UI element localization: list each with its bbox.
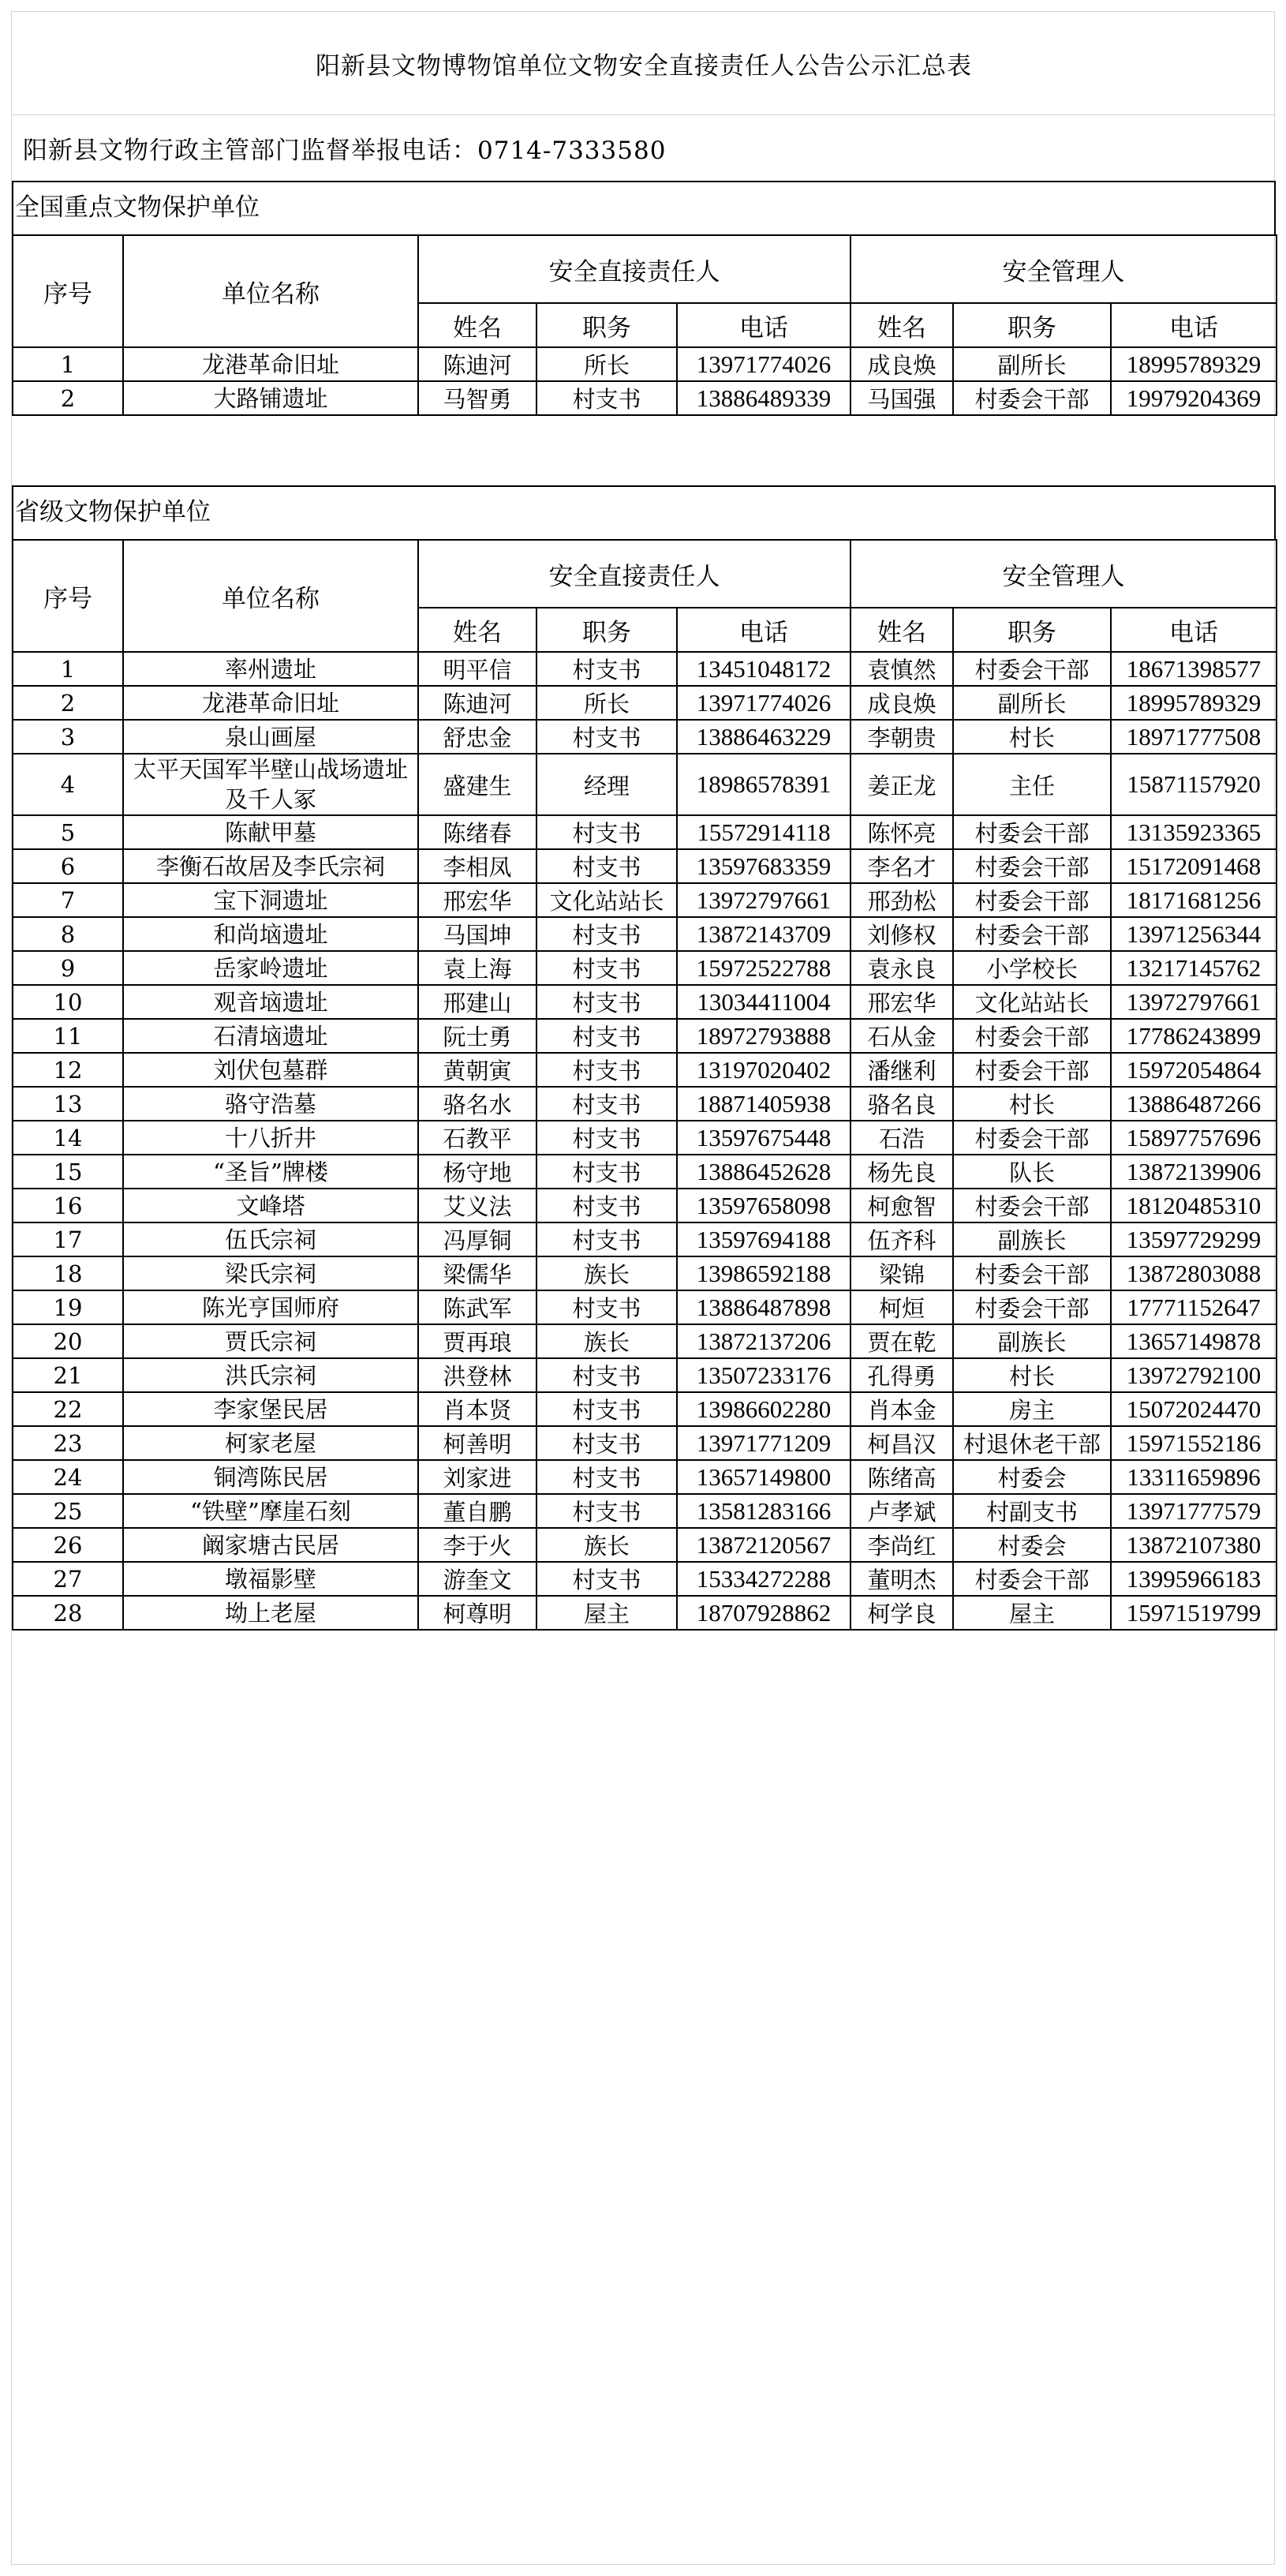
unit-name: 文峰塔 (123, 1189, 418, 1222)
direct-name: 邢宏华 (418, 883, 536, 917)
manager-post: 房主 (953, 1392, 1111, 1426)
direct-phone: 13597694188 (677, 1222, 850, 1256)
col-header-direct-name: 姓名 (418, 303, 536, 347)
unit-name: 骆守浩墓 (123, 1087, 418, 1121)
direct-name: 明平信 (418, 652, 536, 686)
manager-name: 成良焕 (850, 347, 953, 381)
direct-phone: 13034411004 (677, 985, 850, 1019)
table-row (13, 686, 1277, 720)
table-row (13, 1222, 1277, 1256)
direct-name: 陈绪春 (418, 815, 536, 849)
direct-post: 村支书 (536, 1189, 677, 1222)
manager-phone: 18671398577 (1111, 652, 1277, 686)
unit-name: 洪氏宗祠 (123, 1358, 418, 1392)
manager-post: 文化站站长 (953, 985, 1111, 1019)
col-header-manager-phone: 电话 (1111, 303, 1277, 347)
col-header-manager-name: 姓名 (850, 608, 953, 652)
manager-name: 石从金 (850, 1019, 953, 1053)
manager-phone: 13597729299 (1111, 1222, 1277, 1256)
row-index: 8 (13, 917, 123, 951)
manager-name: 董明杰 (850, 1562, 953, 1596)
direct-post: 村支书 (536, 1155, 677, 1189)
table-row (13, 951, 1277, 985)
direct-name: 洪登林 (418, 1358, 536, 1392)
direct-post: 村支书 (536, 652, 677, 686)
direct-post: 村支书 (536, 1392, 677, 1426)
manager-phone: 18995789329 (1111, 686, 1277, 720)
table-row (13, 1460, 1277, 1494)
unit-name: 率州遗址 (123, 652, 418, 686)
col-header-manager-name: 姓名 (850, 303, 953, 347)
direct-post: 村支书 (536, 1562, 677, 1596)
direct-post: 村支书 (536, 917, 677, 951)
table-row (13, 1019, 1277, 1053)
direct-name: 肖本贤 (418, 1392, 536, 1426)
direct-phone: 13872143709 (677, 917, 850, 951)
manager-post: 村委会干部 (953, 1290, 1111, 1324)
table-row (13, 1494, 1277, 1528)
direct-post: 村支书 (536, 1460, 677, 1494)
direct-post: 文化站站长 (536, 883, 677, 917)
manager-name: 柯学良 (850, 1596, 953, 1630)
manager-name: 马国强 (850, 381, 953, 415)
direct-phone: 13597658098 (677, 1189, 850, 1222)
direct-name: 冯厚铜 (418, 1222, 536, 1256)
direct-post: 所长 (536, 347, 677, 381)
col-header-manager-group: 安全管理人 (850, 235, 1277, 303)
manager-phone: 13995966183 (1111, 1562, 1277, 1596)
manager-post: 村委会干部 (953, 883, 1111, 917)
header-row (13, 540, 1277, 608)
manager-phone: 15897757696 (1111, 1121, 1277, 1155)
unit-name: 墩福影壁 (123, 1562, 418, 1596)
col-header-manager-phone: 电话 (1111, 608, 1277, 652)
table-row (13, 815, 1277, 849)
unit-name: 岳家岭遗址 (123, 951, 418, 985)
manager-post: 副族长 (953, 1324, 1111, 1358)
manager-phone: 15871157920 (1111, 754, 1277, 815)
col-header-unit: 单位名称 (123, 540, 418, 652)
direct-post: 村支书 (536, 1426, 677, 1460)
manager-name: 伍齐科 (850, 1222, 953, 1256)
row-index: 25 (13, 1494, 123, 1528)
manager-name: 柯烜 (850, 1290, 953, 1324)
direct-name: 邢建山 (418, 985, 536, 1019)
direct-name: 陈迪河 (418, 686, 536, 720)
manager-post: 副所长 (953, 686, 1111, 720)
manager-post: 村委会干部 (953, 652, 1111, 686)
header-row (13, 235, 1277, 303)
manager-post: 小学校长 (953, 951, 1111, 985)
direct-name: 盛建生 (418, 754, 536, 815)
manager-post: 主任 (953, 754, 1111, 815)
manager-phone: 19979204369 (1111, 381, 1277, 415)
manager-phone: 17786243899 (1111, 1019, 1277, 1053)
manager-name: 邢宏华 (850, 985, 953, 1019)
direct-post: 村支书 (536, 1222, 677, 1256)
row-index: 12 (13, 1053, 123, 1087)
unit-name: 十八折井 (123, 1121, 418, 1155)
table-row (13, 1189, 1277, 1222)
row-index: 19 (13, 1290, 123, 1324)
row-index: 13 (13, 1087, 123, 1121)
unit-name: 李家堡民居 (123, 1392, 418, 1426)
table-row (13, 1121, 1277, 1155)
manager-post: 队长 (953, 1155, 1111, 1189)
table-row (13, 1290, 1277, 1324)
col-header-direct-phone: 电话 (677, 303, 850, 347)
direct-phone: 13886452628 (677, 1155, 850, 1189)
manager-phone: 13311659896 (1111, 1460, 1277, 1494)
unit-name: 太平天国军半壁山战场遗址及千人冢 (123, 754, 418, 815)
national-section-title: 全国重点文物保护单位 (15, 193, 260, 222)
direct-phone: 13872120567 (677, 1528, 850, 1562)
direct-post: 村支书 (536, 1121, 677, 1155)
table-row (13, 1426, 1277, 1460)
direct-phone: 13971771209 (677, 1426, 850, 1460)
direct-phone: 18707928862 (677, 1596, 850, 1630)
row-index: 6 (13, 849, 123, 883)
direct-phone: 13451048172 (677, 652, 850, 686)
col-header-direct-name: 姓名 (418, 608, 536, 652)
direct-name: 陈迪河 (418, 347, 536, 381)
manager-name: 袁慎然 (850, 652, 953, 686)
manager-name: 李名才 (850, 849, 953, 883)
table-row (13, 883, 1277, 917)
unit-name: 梁氏宗祠 (123, 1256, 418, 1290)
col-header-manager-post: 职务 (953, 608, 1111, 652)
direct-phone: 13886463229 (677, 720, 850, 754)
col-header-index: 序号 (13, 540, 123, 652)
manager-post: 村委会干部 (953, 815, 1111, 849)
row-index: 4 (13, 754, 123, 815)
manager-post: 副所长 (953, 347, 1111, 381)
row-index: 21 (13, 1358, 123, 1392)
direct-post: 村支书 (536, 1494, 677, 1528)
col-header-index: 序号 (13, 235, 123, 347)
direct-name: 马智勇 (418, 381, 536, 415)
manager-phone: 17771152647 (1111, 1290, 1277, 1324)
table-row (13, 1256, 1277, 1290)
manager-post: 村委会干部 (953, 1256, 1111, 1290)
direct-name: 柯善明 (418, 1426, 536, 1460)
table-row (13, 652, 1277, 686)
direct-post: 村支书 (536, 1358, 677, 1392)
table-row (13, 1053, 1277, 1087)
direct-post: 族长 (536, 1324, 677, 1358)
manager-post: 村委会 (953, 1460, 1111, 1494)
col-header-direct-group: 安全直接责任人 (418, 540, 850, 608)
provincial-table (12, 539, 1277, 1631)
direct-name: 贾再琅 (418, 1324, 536, 1358)
manager-phone: 13872803088 (1111, 1256, 1277, 1290)
row-index: 23 (13, 1426, 123, 1460)
document-frame (11, 11, 1275, 2565)
unit-name: 龙港革命旧址 (123, 686, 418, 720)
manager-phone: 15072024470 (1111, 1392, 1277, 1426)
col-header-manager-group: 安全管理人 (850, 540, 1277, 608)
document-title: 阳新县文物博物馆单位文物安全直接责任人公告公示汇总表 (12, 12, 1276, 115)
row-index: 7 (13, 883, 123, 917)
row-index: 2 (13, 381, 123, 415)
manager-phone: 15172091468 (1111, 849, 1277, 883)
direct-phone: 13581283166 (677, 1494, 850, 1528)
direct-name: 艾义法 (418, 1189, 536, 1222)
direct-name: 刘家进 (418, 1460, 536, 1494)
direct-phone: 13597683359 (677, 849, 850, 883)
row-index: 9 (13, 951, 123, 985)
row-index: 14 (13, 1121, 123, 1155)
direct-phone: 15334272288 (677, 1562, 850, 1596)
unit-name: 石清垴遗址 (123, 1019, 418, 1053)
direct-name: 石教平 (418, 1121, 536, 1155)
col-header-direct-group: 安全直接责任人 (418, 235, 850, 303)
row-index: 1 (13, 652, 123, 686)
unit-name: “圣旨”牌楼 (123, 1155, 418, 1189)
direct-post: 村支书 (536, 381, 677, 415)
table-row (13, 1087, 1277, 1121)
manager-name: 邢劲松 (850, 883, 953, 917)
manager-post: 村委会 (953, 1528, 1111, 1562)
direct-phone: 13886489339 (677, 381, 850, 415)
direct-name: 杨守地 (418, 1155, 536, 1189)
direct-name: 柯尊明 (418, 1596, 536, 1630)
direct-phone: 15972522788 (677, 951, 850, 985)
manager-name: 石浩 (850, 1121, 953, 1155)
direct-name: 袁上海 (418, 951, 536, 985)
direct-phone: 18972793888 (677, 1019, 850, 1053)
direct-name: 李相凤 (418, 849, 536, 883)
row-index: 26 (13, 1528, 123, 1562)
table-row (13, 720, 1277, 754)
manager-post: 村副支书 (953, 1494, 1111, 1528)
direct-post: 村支书 (536, 720, 677, 754)
unit-name: 陈献甲墓 (123, 815, 418, 849)
unit-name: 贾氏宗祠 (123, 1324, 418, 1358)
manager-name: 骆名良 (850, 1087, 953, 1121)
row-index: 16 (13, 1189, 123, 1222)
manager-phone: 13657149878 (1111, 1324, 1277, 1358)
table-row (13, 754, 1277, 815)
direct-post: 村支书 (536, 1053, 677, 1087)
direct-phone: 13597675448 (677, 1121, 850, 1155)
row-index: 22 (13, 1392, 123, 1426)
row-index: 18 (13, 1256, 123, 1290)
manager-post: 村委会干部 (953, 1562, 1111, 1596)
manager-post: 村委会干部 (953, 1053, 1111, 1087)
direct-post: 村支书 (536, 985, 677, 1019)
direct-phone: 13507233176 (677, 1358, 850, 1392)
direct-phone: 13986602280 (677, 1392, 850, 1426)
manager-phone: 13886487266 (1111, 1087, 1277, 1121)
direct-post: 屋主 (536, 1596, 677, 1630)
direct-post: 村支书 (536, 1087, 677, 1121)
direct-name: 马国坤 (418, 917, 536, 951)
row-index: 15 (13, 1155, 123, 1189)
direct-post: 村支书 (536, 1290, 677, 1324)
row-index: 28 (13, 1596, 123, 1630)
direct-name: 游奎文 (418, 1562, 536, 1596)
direct-phone: 13972797661 (677, 883, 850, 917)
manager-post: 村委会干部 (953, 917, 1111, 951)
manager-post: 村委会干部 (953, 1019, 1111, 1053)
manager-name: 贾在乾 (850, 1324, 953, 1358)
unit-name: 泉山画屋 (123, 720, 418, 754)
row-index: 20 (13, 1324, 123, 1358)
row-index: 2 (13, 686, 123, 720)
manager-phone: 18171681256 (1111, 883, 1277, 917)
direct-phone: 13872137206 (677, 1324, 850, 1358)
unit-name: 大路铺遗址 (123, 381, 418, 415)
manager-phone: 18120485310 (1111, 1189, 1277, 1222)
manager-phone: 15972054864 (1111, 1053, 1277, 1087)
direct-post: 所长 (536, 686, 677, 720)
direct-post: 族长 (536, 1528, 677, 1562)
manager-phone: 18995789329 (1111, 347, 1277, 381)
direct-post: 村支书 (536, 951, 677, 985)
unit-name: 龙港革命旧址 (123, 347, 418, 381)
table-row (13, 1324, 1277, 1358)
manager-post: 村委会干部 (953, 1121, 1111, 1155)
manager-name: 李朝贵 (850, 720, 953, 754)
direct-post: 经理 (536, 754, 677, 815)
row-index: 11 (13, 1019, 123, 1053)
direct-name: 阮士勇 (418, 1019, 536, 1053)
manager-phone: 13872107380 (1111, 1528, 1277, 1562)
row-index: 1 (13, 347, 123, 381)
manager-name: 刘修权 (850, 917, 953, 951)
unit-name: 观音垴遗址 (123, 985, 418, 1019)
manager-name: 袁永良 (850, 951, 953, 985)
unit-name: 铜湾陈民居 (123, 1460, 418, 1494)
unit-name: 阚家塘古民居 (123, 1528, 418, 1562)
table-row (13, 1155, 1277, 1189)
table-row (13, 1562, 1277, 1596)
direct-name: 舒忠金 (418, 720, 536, 754)
col-header-direct-post: 职务 (536, 303, 677, 347)
manager-phone: 13217145762 (1111, 951, 1277, 985)
manager-name: 成良焕 (850, 686, 953, 720)
manager-post: 副族长 (953, 1222, 1111, 1256)
row-index: 24 (13, 1460, 123, 1494)
manager-name: 潘继利 (850, 1053, 953, 1087)
direct-post: 村支书 (536, 1019, 677, 1053)
manager-phone: 13135923365 (1111, 815, 1277, 849)
col-header-manager-post: 职务 (953, 303, 1111, 347)
manager-name: 梁锦 (850, 1256, 953, 1290)
direct-phone: 13971774026 (677, 347, 850, 381)
direct-name: 梁儒华 (418, 1256, 536, 1290)
manager-post: 村委会干部 (953, 1189, 1111, 1222)
direct-post: 村支书 (536, 849, 677, 883)
manager-post: 村委会干部 (953, 381, 1111, 415)
table-row (13, 1392, 1277, 1426)
manager-name: 柯愈智 (850, 1189, 953, 1222)
manager-name: 卢孝斌 (850, 1494, 953, 1528)
manager-name: 柯昌汉 (850, 1426, 953, 1460)
manager-post: 村长 (953, 1087, 1111, 1121)
col-header-unit: 单位名称 (123, 235, 418, 347)
manager-name: 孔得勇 (850, 1358, 953, 1392)
unit-name: 坳上老屋 (123, 1596, 418, 1630)
direct-post: 村支书 (536, 815, 677, 849)
direct-phone: 18871405938 (677, 1087, 850, 1121)
direct-phone: 13971774026 (677, 686, 850, 720)
unit-name: 和尚垴遗址 (123, 917, 418, 951)
direct-name: 骆名水 (418, 1087, 536, 1121)
row-index: 3 (13, 720, 123, 754)
unit-name: “铁壁”摩崖石刻 (123, 1494, 418, 1528)
manager-name: 姜正龙 (850, 754, 953, 815)
direct-name: 董自鹏 (418, 1494, 536, 1528)
manager-name: 肖本金 (850, 1392, 953, 1426)
direct-phone: 13986592188 (677, 1256, 850, 1290)
table-row (13, 985, 1277, 1019)
table-row (13, 849, 1277, 883)
table-row (13, 1528, 1277, 1562)
row-index: 5 (13, 815, 123, 849)
col-header-direct-phone: 电话 (677, 608, 850, 652)
manager-name: 李尚红 (850, 1528, 953, 1562)
table-row (13, 917, 1277, 951)
unit-name: 伍氏宗祠 (123, 1222, 418, 1256)
direct-phone: 13197020402 (677, 1053, 850, 1087)
manager-phone: 13972792100 (1111, 1358, 1277, 1392)
national-table (12, 234, 1277, 416)
manager-phone: 15971519799 (1111, 1596, 1277, 1630)
direct-name: 陈武军 (418, 1290, 536, 1324)
table-row (13, 1596, 1277, 1630)
row-index: 10 (13, 985, 123, 1019)
direct-name: 李于火 (418, 1528, 536, 1562)
manager-post: 村长 (953, 1358, 1111, 1392)
row-index: 17 (13, 1222, 123, 1256)
col-header-direct-post: 职务 (536, 608, 677, 652)
manager-name: 陈绪高 (850, 1460, 953, 1494)
unit-name: 刘伏包墓群 (123, 1053, 418, 1087)
direct-phone: 15572914118 (677, 815, 850, 849)
table-row (13, 347, 1277, 381)
table-row (13, 1358, 1277, 1392)
manager-post: 村长 (953, 720, 1111, 754)
table-row (13, 381, 1277, 415)
direct-phone: 18986578391 (677, 754, 850, 815)
direct-phone: 13657149800 (677, 1460, 850, 1494)
direct-name: 黄朝寅 (418, 1053, 536, 1087)
direct-phone: 13886487898 (677, 1290, 850, 1324)
row-index: 27 (13, 1562, 123, 1596)
manager-phone: 18971777508 (1111, 720, 1277, 754)
manager-phone: 13971777579 (1111, 1494, 1277, 1528)
manager-phone: 13972797661 (1111, 985, 1277, 1019)
report-hotline: 阳新县文物行政主管部门监督举报电话：0714-7333580 (23, 137, 667, 165)
manager-phone: 15971552186 (1111, 1426, 1277, 1460)
unit-name: 李衡石故居及李氏宗祠 (123, 849, 418, 883)
manager-name: 陈怀亮 (850, 815, 953, 849)
direct-post: 族长 (536, 1256, 677, 1290)
provincial-section-title: 省级文物保护单位 (15, 498, 211, 526)
manager-phone: 13971256344 (1111, 917, 1277, 951)
manager-post: 村退休老干部 (953, 1426, 1111, 1460)
unit-name: 陈光亨国师府 (123, 1290, 418, 1324)
manager-name: 杨先良 (850, 1155, 953, 1189)
manager-phone: 13872139906 (1111, 1155, 1277, 1189)
manager-post: 屋主 (953, 1596, 1111, 1630)
unit-name: 宝下洞遗址 (123, 883, 418, 917)
manager-post: 村委会干部 (953, 849, 1111, 883)
unit-name: 柯家老屋 (123, 1426, 418, 1460)
